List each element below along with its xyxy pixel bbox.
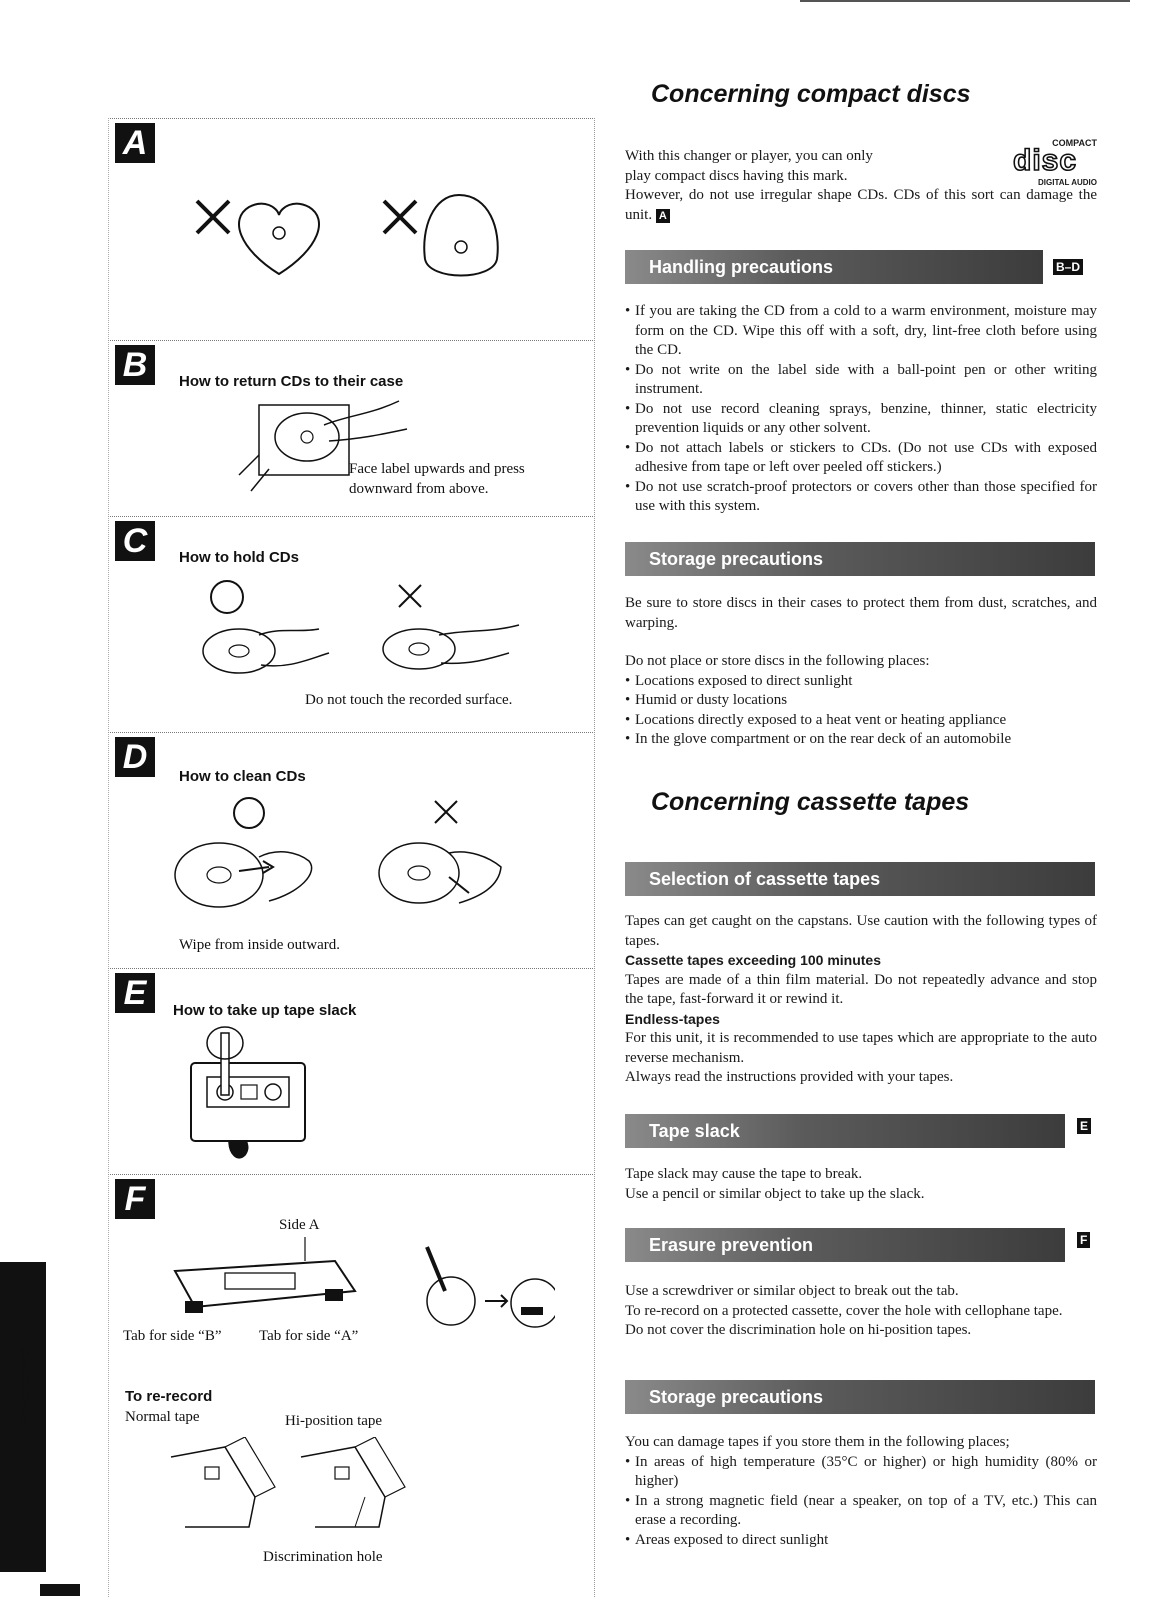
logo-main-text: disc (1013, 144, 1078, 177)
storage-tape-intro: You can damage tapes if you store them in the following places; (625, 1434, 1010, 1450)
storage-cd-text: Be sure to store discs in their cases to protect them from dust, scratches, and warping. (625, 595, 1097, 631)
erasure-line: Use a screwdriver or similar object to break out the tab. (625, 1283, 959, 1299)
storage-cd-places (625, 652, 1097, 750)
tape-corner-illustration (165, 1437, 425, 1533)
handling-item: • Do not use scratch-proof protectors or covers other than those specified for use with this system. (625, 478, 1097, 517)
panel-heading: How to hold CDs (179, 549, 299, 566)
clean-cd-illustration (169, 797, 549, 927)
erasure-text (625, 1282, 1097, 1341)
normal-tape-label: Normal tape (125, 1409, 200, 1425)
logo-bottom-text: DIGITAL AUDIO (1038, 178, 1097, 187)
selection-text (625, 912, 1097, 1088)
panel-caption: downward from above. (349, 481, 489, 497)
panel-b (108, 340, 595, 517)
panel-letter: B (115, 345, 155, 385)
cd-intro-warning (625, 186, 1097, 225)
storage-cd-item: • Locations exposed to direct sunlight (625, 672, 1097, 692)
panel-caption: Wipe from inside outward. (179, 937, 341, 953)
selection-paragraph: Always read the instructions provided with your tapes. (625, 1069, 954, 1085)
storage-tape-banner: Storage precautions (625, 1380, 1095, 1414)
panel-letter: C (115, 521, 155, 561)
erasure-line: To re-record on a protected cassette, cover the hole with cellophane tape. (625, 1302, 1063, 1319)
selection-subhead: Endless-tapes (625, 1010, 720, 1027)
handling-banner: Handling precautions (625, 250, 1043, 284)
storage-cd-item: • In the glove compartment or on the rear deck of an automobile (625, 730, 1097, 750)
tape-section-title: Concerning cassette tapes (651, 788, 970, 816)
selection-intro: Tapes can get caught on the capstans. Use caution with the following types of tapes. (625, 913, 1097, 949)
irregular-cd-illustration (189, 189, 509, 289)
cd-section-title: Concerning compact discs (651, 80, 971, 108)
panel-letter: F (115, 1179, 155, 1219)
cd-intro-line-2: play compact discs having this mark. (625, 167, 848, 184)
side-a-label: Side A (279, 1217, 320, 1233)
slack-text (625, 1165, 1097, 1204)
slack-line: Use a pencil or similar object to take up the slack. (625, 1185, 925, 1202)
panel-a (108, 118, 595, 341)
storage-tape-item: • In areas of high temperature (35°C or higher) or high humidity (80% or higher) (625, 1453, 1097, 1492)
panel-caption: Do not touch the recorded surface. (305, 692, 513, 708)
selection-paragraph: For this unit, it is recommended to use tapes which are appropriate to the auto reverse mechanism. (625, 1030, 1097, 1066)
handling-item: • Do not write on the label side with a ball-point pen or other writing instrument. (625, 361, 1097, 400)
panel-letter: E (115, 973, 155, 1013)
rerecord-heading: To re-record (125, 1388, 213, 1405)
slack-banner: Tape slack (625, 1114, 1065, 1148)
handling-item: • Do not attach labels or stickers to CDs. (Do not use CDs with exposed adhesive from tape or left over peeled off stickers.) (625, 439, 1097, 478)
panel-caption: Face label upwards and press (349, 461, 525, 477)
panel-e (108, 968, 595, 1175)
storage-cd-item: • Humid or dusty locations (625, 691, 1097, 711)
handling-ref-badge: B–D (1053, 259, 1083, 275)
cd-intro-line-1: With this changer or player, you can only (625, 148, 873, 164)
handling-list (625, 302, 1097, 517)
tab-b-label: Tab for side “B” (123, 1328, 222, 1344)
selection-paragraph: Tapes are made of a thin film material. Do not repeatedly advance and stop the tape, fast-forward it or rewind it. (625, 971, 1097, 1007)
erasure-line: Do not cover the discrimination hole on hi-position tapes. (625, 1322, 972, 1338)
ref-badge-a: A (656, 209, 670, 223)
storage-cd-banner: Storage precautions (625, 542, 1095, 576)
storage-tape-item: • In a strong magnetic field (near a speaker, on top of a TV, etc.) This can erase a recording. (625, 1492, 1097, 1531)
panel-heading: How to clean CDs (179, 768, 306, 785)
text-column (625, 0, 1100, 1596)
storage-tape-item: • Areas exposed to direct sunlight (625, 1531, 1097, 1551)
panel-letter: D (115, 737, 155, 777)
panel-letter: A (115, 123, 155, 163)
cd-intro-text: However, do not use irregular shape CDs. CDs of this sort can damage the unit. (625, 187, 1097, 223)
slack-ref-badge: E (1077, 1118, 1091, 1134)
compact-disc-logo (1011, 138, 1097, 188)
panel-heading: How to return CDs to their case (179, 373, 404, 390)
panel-c (108, 516, 595, 733)
panel-d (108, 732, 595, 969)
storage-cd-intro: Do not place or store discs in the following places: (625, 653, 930, 669)
selection-banner: Selection of cassette tapes (625, 862, 1095, 896)
cd-intro-lines (625, 147, 1005, 186)
handling-item: • If you are taking the CD from a cold to a warm environment, moisture may form on the CD. Wipe this off with a soft, dry, lint-free cloth before using the CD. (625, 302, 1097, 361)
erasure-tab-illustration (155, 1231, 555, 1341)
logo-top-text: COMPACT (1052, 138, 1097, 148)
corner-mark (40, 1584, 80, 1596)
handling-item: • Do not use record cleaning sprays, benzine, thinner, static electricity prevention liquids or any other solvent. (625, 400, 1097, 439)
selection-subhead: Cassette tapes exceeding 100 minutes (625, 952, 882, 968)
erasure-ref-badge: F (1077, 1232, 1090, 1248)
hi-tape-label: Hi-position tape (285, 1413, 383, 1429)
slack-line: Tape slack may cause the tape to break. (625, 1166, 863, 1182)
panel-f (108, 1174, 595, 1597)
hold-cd-illustration (189, 579, 529, 683)
reference-label: Reference (14, 1347, 33, 1430)
erasure-banner: Erasure prevention (625, 1228, 1065, 1262)
illustration-column (108, 118, 593, 1596)
tab-a-label: Tab for side “A” (259, 1328, 359, 1344)
panel-heading: How to take up tape slack (173, 1002, 357, 1019)
storage-cd-item: • Locations directly exposed to a heat vent or heating appliance (625, 711, 1097, 731)
tape-slack-illustration (185, 1023, 315, 1173)
discrimination-hole-label: Discrimination hole (263, 1549, 383, 1565)
storage-tape-text (625, 1433, 1097, 1550)
